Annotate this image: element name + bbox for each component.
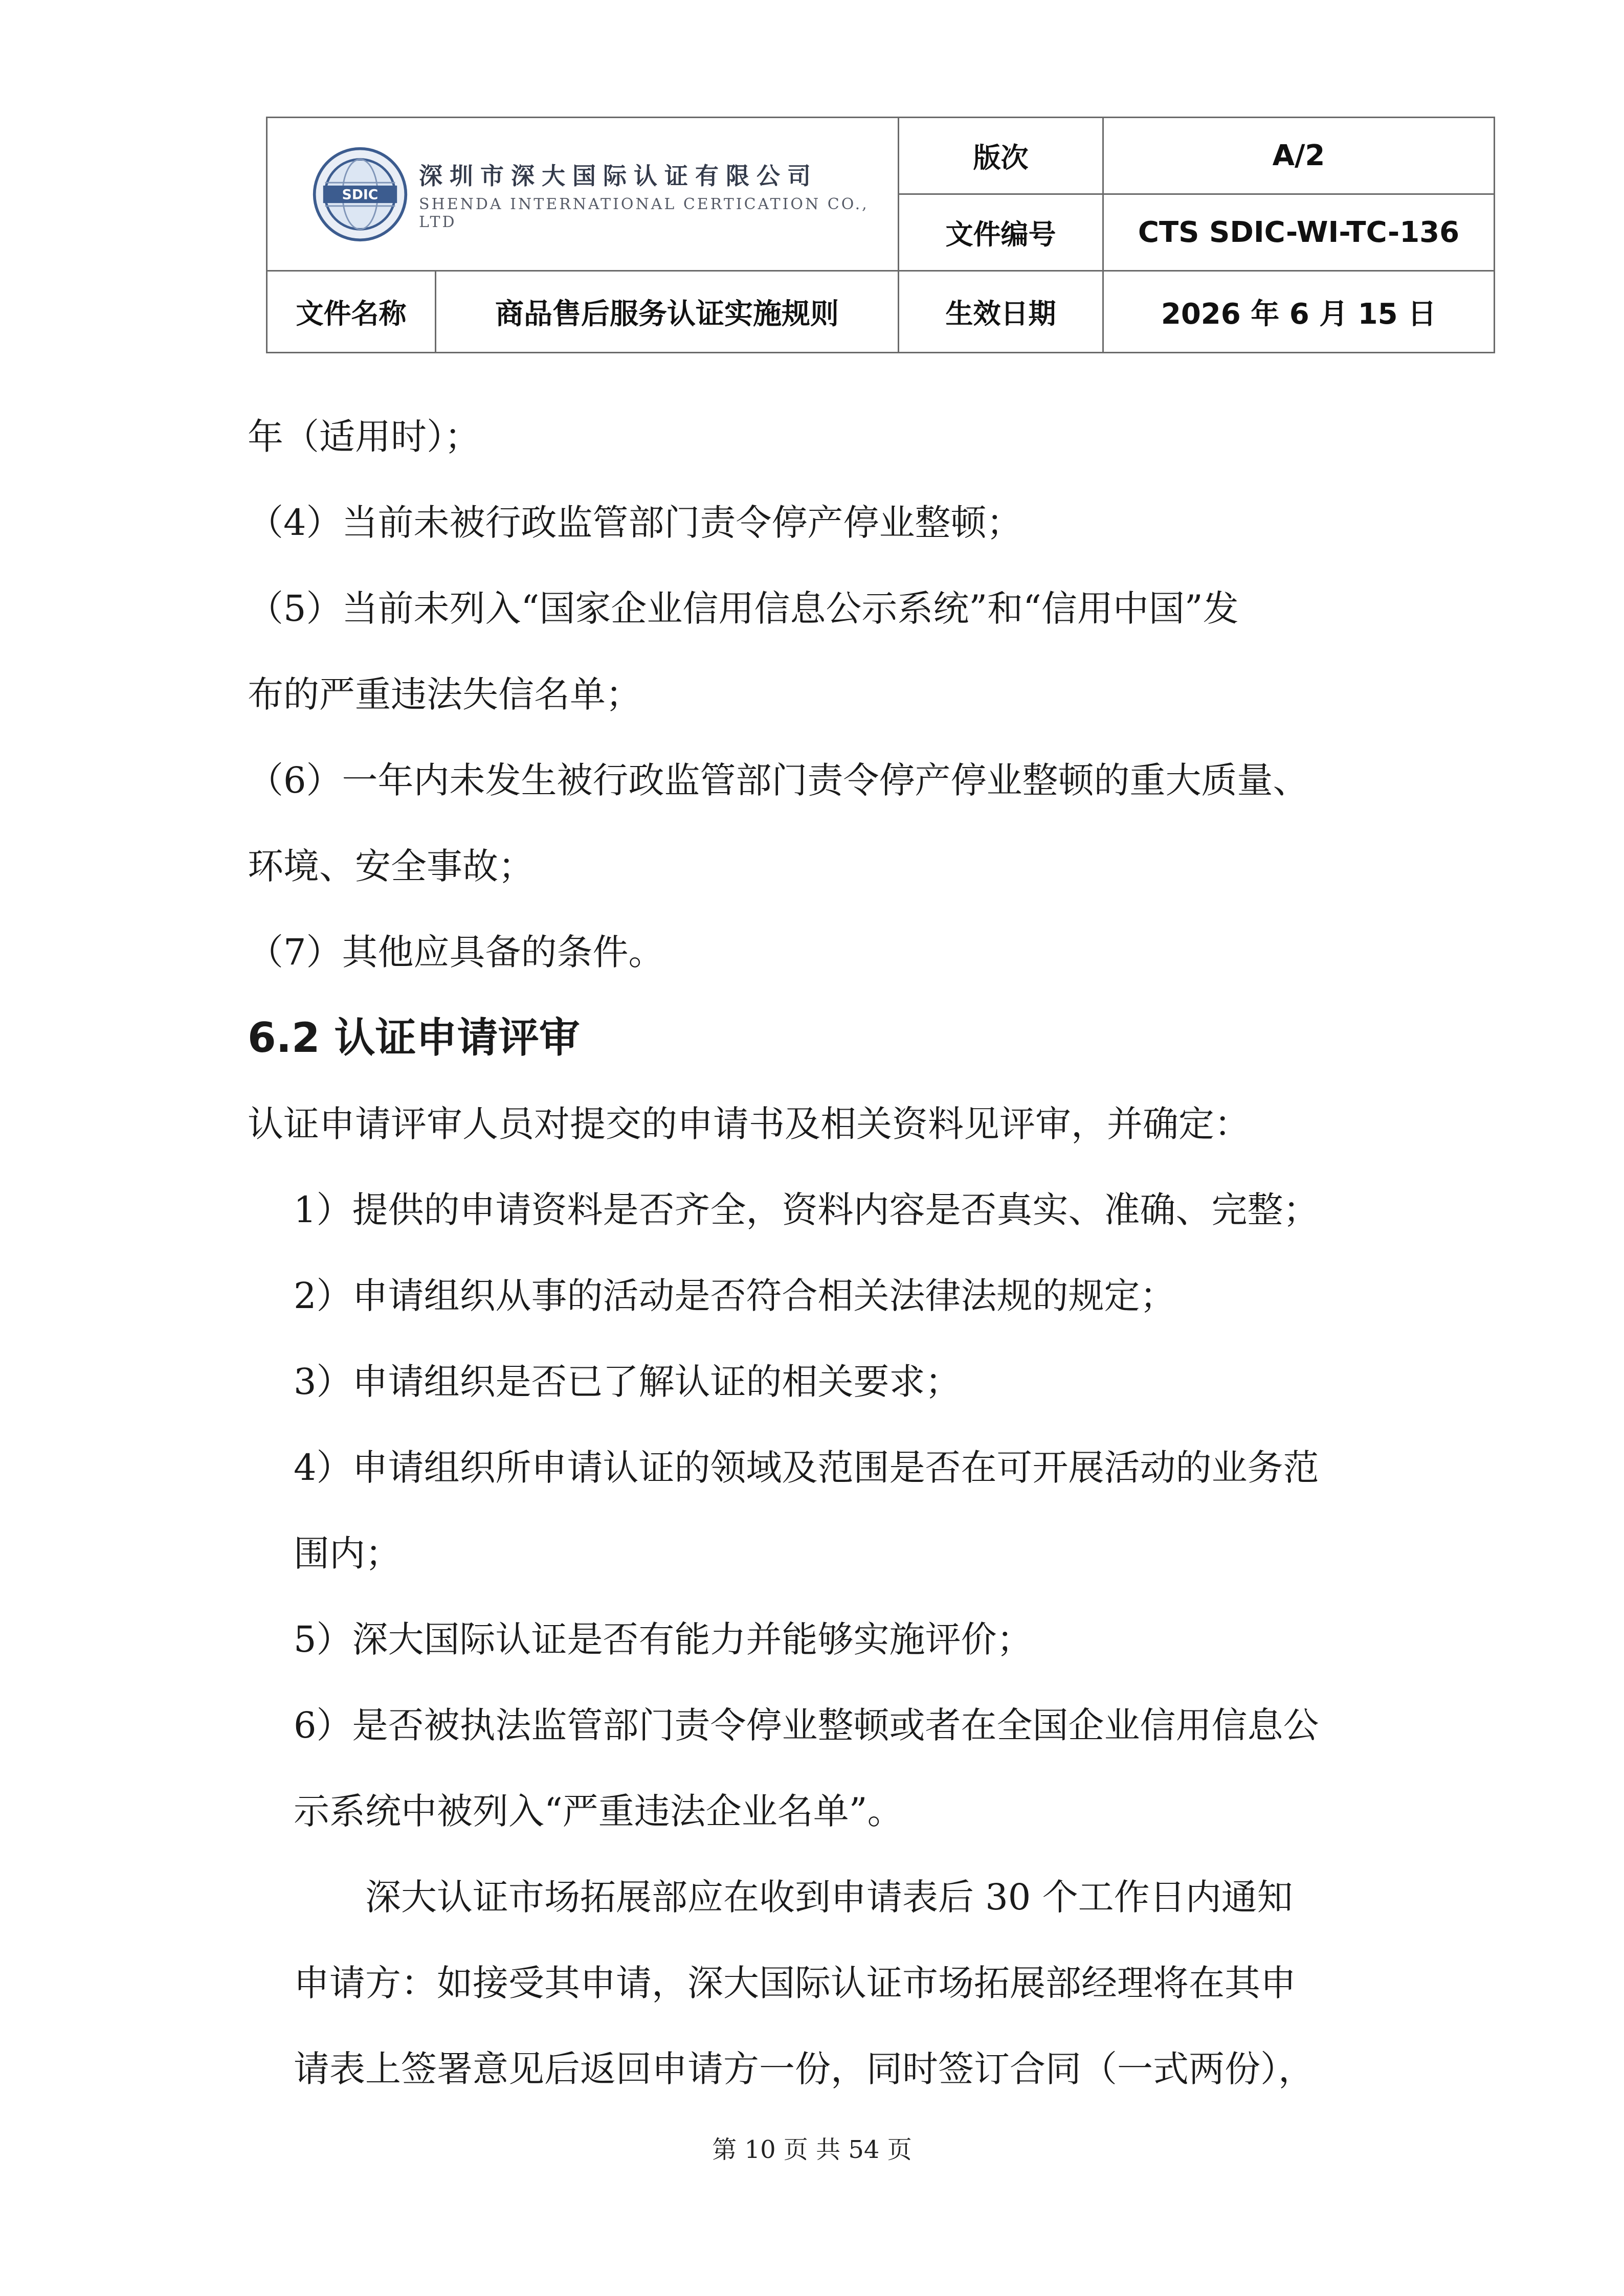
- list-item: 6）是否被执法监管部门责令停业整顿或者在全国企业信用信息公: [294, 1704, 1319, 1746]
- list-item: 4）申请组织所申请认证的领域及范围是否在可开展活动的业务范: [294, 1447, 1319, 1489]
- document-number-value: CTS SDIC-WI-TC-136: [1103, 194, 1495, 271]
- list-item: 2）申请组织从事的活动是否符合相关法律法规的规定；: [294, 1275, 1176, 1317]
- section-heading: 6.2 认证申请评审: [248, 1014, 580, 1062]
- list-item: 围内；: [294, 1533, 401, 1574]
- document-header-table: [266, 117, 1495, 353]
- version-value: A/2: [1103, 118, 1495, 194]
- document-name-value: 商品售后服务认证实施规则: [436, 271, 899, 353]
- intro-line: 认证申请评审人员对提交的申请书及相关资料见评审，并确定：: [248, 1103, 1250, 1145]
- version-label: 版次: [899, 118, 1103, 194]
- text-line: 环境、安全事故；: [248, 845, 534, 887]
- document-body: [248, 394, 1404, 2112]
- paragraph-line: 深大认证市场拓展部应在收到申请表后 30 个工作日内通知: [365, 1876, 1293, 1918]
- effective-date-value: 2026 年 6 月 15 日: [1103, 271, 1495, 353]
- list-item: 5）深大国际认证是否有能力并能够实施评价；: [294, 1618, 1033, 1660]
- document-number-label: 文件编号: [899, 194, 1103, 271]
- paragraph-line: 请表上签署意见后返回申请方一份，同时签订合同（一式两份），: [294, 2048, 1314, 2090]
- list-item: 1）提供的申请资料是否齐全，资料内容是否真实、准确、完整；: [294, 1189, 1319, 1231]
- text-line: （4）当前未被行政监管部门责令停产停业整顿；: [248, 502, 1022, 544]
- company-logo-cell: [267, 118, 899, 271]
- document-name-label: 文件名称: [267, 271, 436, 353]
- text-line: （5）当前未列入“国家企业信用信息公示系统”和“信用中国”发: [248, 588, 1239, 629]
- text-line: 布的严重违法失信名单；: [248, 673, 641, 715]
- effective-date-label: 生效日期: [899, 271, 1103, 353]
- list-item: 3）申请组织是否已了解认证的相关要求；: [294, 1361, 961, 1403]
- page-number: 第 10 页 共 54 页: [712, 2135, 912, 2164]
- text-line: （6）一年内未发生被行政监管部门责令停产停业整顿的重大质量、: [248, 759, 1309, 801]
- text-line: （7）其他应具备的条件。: [248, 931, 664, 973]
- company-name-cn: 深圳市深大国际认证有限公司: [419, 162, 818, 190]
- text-line: 年（适用时）；: [248, 416, 480, 458]
- logo-text: SDIC: [342, 187, 379, 202]
- list-item: 示系统中被列入“严重违法企业名单”。: [294, 1790, 903, 1832]
- company-logo-icon: [312, 146, 409, 243]
- company-name-en: SHENDA INTERNATIONAL CERTICATION CO., LTD: [419, 195, 869, 231]
- paragraph-line: 申请方：如接受其申请，深大国际认证市场拓展部经理将在其申: [294, 1962, 1296, 2004]
